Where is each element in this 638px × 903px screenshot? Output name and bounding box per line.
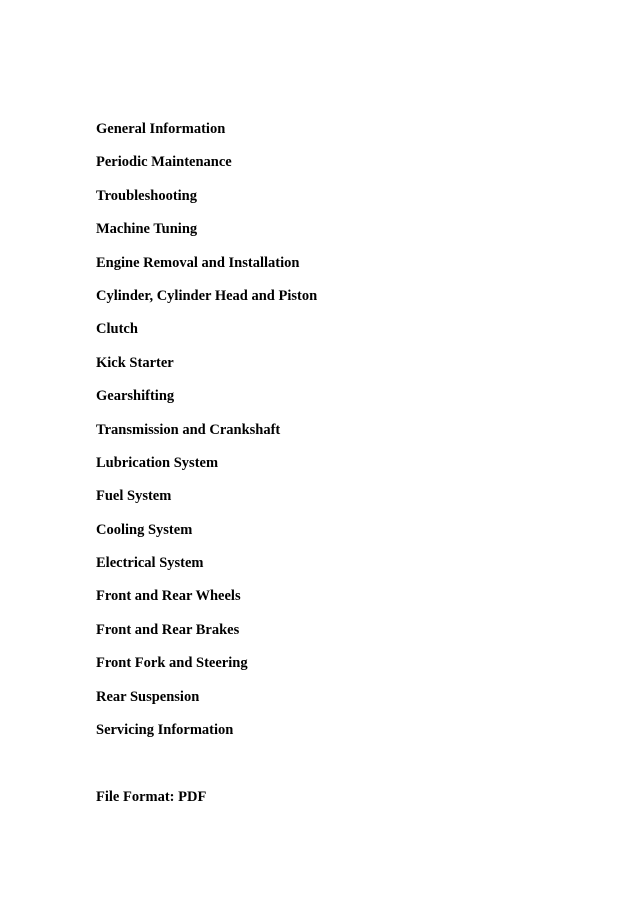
section-rear-suspension: Rear Suspension xyxy=(96,688,200,705)
section-front-rear-brakes: Front and Rear Brakes xyxy=(96,621,240,638)
section-front-fork-steering: Front Fork and Steering xyxy=(96,655,248,672)
section-cylinder-head-piston: Cylinder, Cylinder Head and Piston xyxy=(96,287,318,304)
section-kick-starter: Kick Starter xyxy=(96,354,174,371)
section-engine-removal: Engine Removal and Installation xyxy=(96,254,300,271)
file-format-label: File Format: PDF xyxy=(96,789,207,805)
section-gearshifting: Gearshifting xyxy=(96,388,175,405)
section-machine-tuning: Machine Tuning xyxy=(96,221,198,238)
section-fuel-system: Fuel System xyxy=(96,488,172,505)
section-troubleshooting: Troubleshooting xyxy=(96,187,197,204)
section-front-rear-wheels: Front and Rear Wheels xyxy=(96,588,241,605)
section-list xyxy=(96,119,317,753)
section-transmission-crankshaft: Transmission and Crankshaft xyxy=(96,421,281,438)
section-electrical-system: Electrical System xyxy=(96,555,204,572)
section-clutch: Clutch xyxy=(96,321,138,338)
section-periodic-maintenance: Periodic Maintenance xyxy=(96,154,232,171)
section-servicing-information: Servicing Information xyxy=(96,722,234,739)
section-lubrication-system: Lubrication System xyxy=(96,454,219,471)
section-general-information: General Information xyxy=(96,121,226,137)
section-cooling-system: Cooling System xyxy=(96,521,193,538)
